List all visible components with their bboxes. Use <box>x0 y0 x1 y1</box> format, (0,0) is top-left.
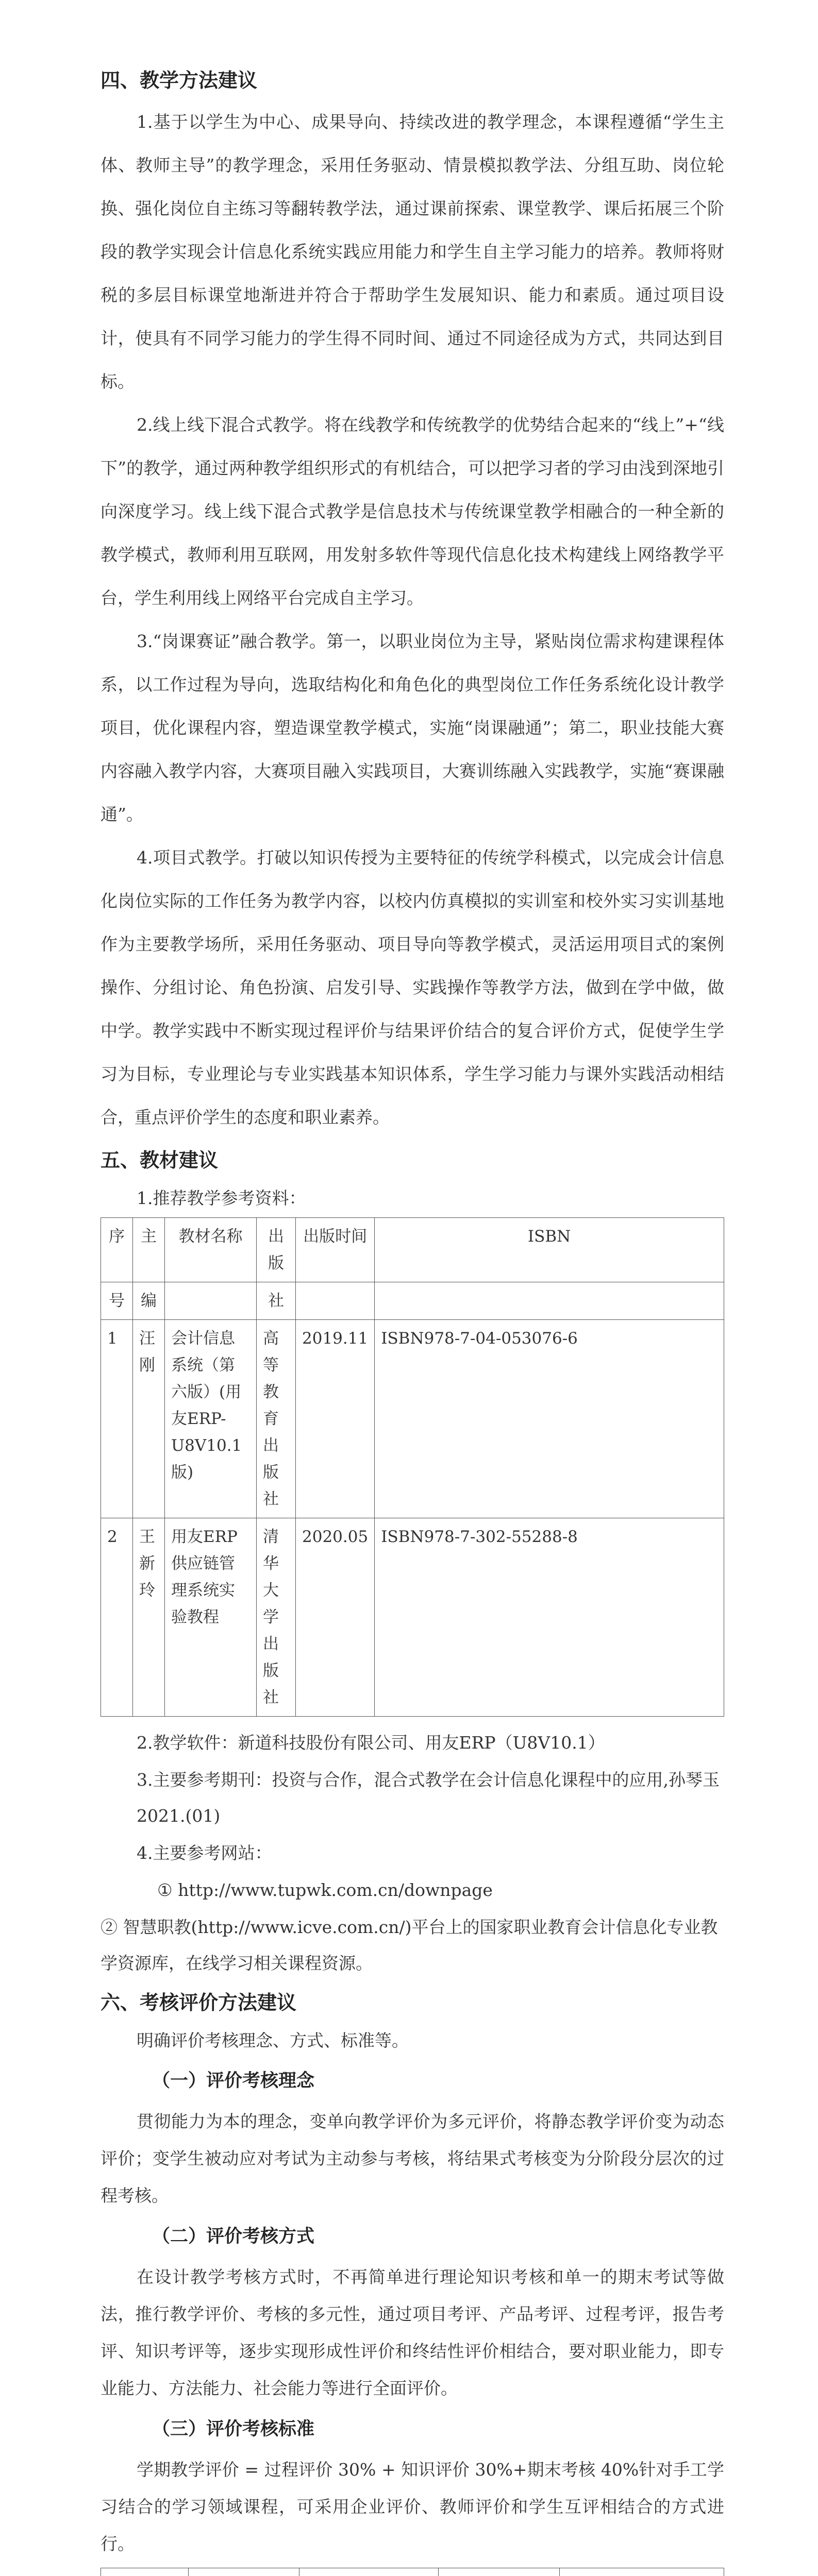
website-link[interactable]: ① http://www.tupwk.com.cn/downpage <box>157 1880 493 1900</box>
table-header-cell <box>189 2568 299 2576</box>
table-cell: 清华大学出版社 <box>257 1518 296 1717</box>
paragraph: 在设计教学考核方式时，不再简单进行理论知识考核和单一的期末考试等做法，推行教学评价、考核的多元性，通过项目考评、产品考评、过程考评，报告考评、知识考评等，逐步实现形成性评价和终结性评价相结合，要对职业能力，即专业能力、方法能力、社会能力等进行全面评价。 <box>101 2267 724 2398</box>
table-cell: 会计信息系统（第六版）(用友ERP-U8V10.1版) <box>165 1320 257 1518</box>
table-cell: 1 <box>101 1320 133 1518</box>
table-cell: ISBN978-7-04-053076-6 <box>375 1320 724 1518</box>
table-row <box>101 1518 724 1717</box>
table-header-cell <box>439 2568 560 2576</box>
list-item: 2.教学软件：新道科技股份有限公司、用友ERP（U8V10.1） <box>137 1733 605 1753</box>
table-header-row <box>101 2568 724 2576</box>
paragraph: 贯彻能力为本的理念，变单向教学评价为多元评价，将静态教学评价变为动态评价；变学生被动应对考试为主动参与考核，将结果式考核变为分阶段分层次的过程考核。 <box>101 2111 724 2206</box>
paragraph: 1.基于以学生为中心、成果导向、持续改进的教学理念，本课程遵循“学生主体、教师主导”的教学理念，采用任务驱动、情景模拟教学法、分组互助、岗位轮换、强化岗位自主练习等翻转教学法，通过课前探索、课堂教学、课后拓展三个阶段的教学实现会计信息化系统实践应用能力和学生自主学习能力的培养。教师将财税的多层目标课堂地渐进并符合于帮助学生发展知识、能力和素质。通过项目设计，使具有不同学习能力的学生得不同时间、通过不同途径成为方式，共同达到目标。 <box>101 112 724 392</box>
table-cell: 用友ERP供应链管理系统实验教程 <box>165 1518 257 1717</box>
table-cell: 2 <box>101 1518 133 1717</box>
textbook-table <box>101 1217 724 1717</box>
paragraph: 2.线上线下混合式教学。将在线教学和传统教学的优势结合起来的“线上”+“线下”的教学，通过两种教学组织形式的有机结合，可以把学习者的学习由浅到深地引向深度学习。线上线下混合式教学是信息技术与传统课堂教学相融合的一种全新的教学模式，教师利用互联网，用发射多软件等现代信息化技术构建线上网络教学平台，学生利用线上网络平台完成自主学习。 <box>101 415 724 608</box>
document-content <box>101 59 724 2576</box>
list-item: 4.主要参考网站： <box>137 1843 272 1863</box>
table-header-row <box>101 1282 724 1320</box>
subheading: （三）评价考核标准 <box>152 2419 315 2439</box>
paragraph: 3.“岗课赛证”融合教学。第一，以职业岗位为主导，紧贴岗位需求构建课程体系，以工作过程为导向，选取结构化和角色化的典型岗位工作任务系统化设计教学项目，优化课程内容，塑造课堂教学模式，实施“岗课融通”；第二，职业技能大赛内容融入教学内容，大赛项目融入实践项目，大赛训练融入实践教学，实施“赛课融通”。 <box>101 631 724 824</box>
subheading: 1.推荐教学参考资料： <box>137 1188 306 1208</box>
table-cell: 王新玲 <box>133 1518 165 1717</box>
paragraph: 4.项目式教学。打破以知识传授为主要特征的传统学科模式，以完成会计信息化岗位实际的工作任务为教学内容，以校内仿真模拟的实训室和校外实习实训基地作为主要教学场所，采用任务驱动、项目导向等教学模式，灵活运用项目式的案例操作、分组讨论、角色扮演、启发引导、实践操作等教学方法，做到在学中做，做中学。教学实践中不断实现过程评价与结果评价结合的复合评价方式，促使学生学习为目标，专业理论与专业实践基本知识体系，学生学习能力与课外实践活动相结合，重点评价学生的态度和职业素养。 <box>101 848 724 1127</box>
table-header-cell <box>296 1282 375 1320</box>
evaluation-table <box>101 2568 724 2576</box>
paragraph: 学期教学评价 = 过程评价 30% + 知识评价 30%+期末考核 40%针对手工学习结合的学习领域课程，可采用企业评价、教师评价和学生互评相结合的方式进行。 <box>101 2460 724 2554</box>
paragraph: 明确评价考核理念、方式、标准等。 <box>137 2030 409 2050</box>
table-header-cell: 号 <box>101 1282 133 1320</box>
table-header-cell <box>101 2568 189 2576</box>
website-link[interactable]: ② 智慧职教(http://www.icve.com.cn/)平台上的国家职业教育会计信息化专业教学资源库，在线学习相关课程资源。 <box>101 1917 718 1973</box>
table-header-cell <box>375 1282 724 1320</box>
section-6-heading: 六、考核评价方法建议 <box>101 1991 297 2014</box>
table-cell: ISBN978-7-302-55288-8 <box>375 1518 724 1717</box>
table-header-cell: 教材名称 <box>165 1218 257 1282</box>
table-header-cell: 序 <box>101 1218 133 1282</box>
table-header-cell: 编 <box>133 1282 165 1320</box>
table-header-cell: 社 <box>257 1282 296 1320</box>
table-row <box>101 1320 724 1518</box>
table-header-cell: ISBN <box>375 1218 724 1282</box>
table-header-cell: 出版 <box>257 1218 296 1282</box>
section-5-heading: 五、教材建议 <box>101 1149 219 1172</box>
table-cell: 高等教育出版社 <box>257 1320 296 1518</box>
table-header-cell: 主 <box>133 1218 165 1282</box>
table-cell: 2020.05 <box>296 1518 375 1717</box>
table-cell: 2019.11 <box>296 1320 375 1518</box>
list-item: 3.主要参考期刊：投资与合作，混合式教学在会计信息化课程中的应用,孙琴玉 2021.(01) <box>137 1770 720 1826</box>
subheading: （一）评价考核理念 <box>152 2071 315 2091</box>
subheading: （二）评价考核方式 <box>152 2226 315 2247</box>
table-header-cell: 出版时间 <box>296 1218 375 1282</box>
table-header-cell <box>560 2568 724 2576</box>
table-header-cell <box>299 2568 439 2576</box>
table-header-cell <box>165 1282 257 1320</box>
table-header-row <box>101 1218 724 1282</box>
section-4-heading: 四、教学方法建议 <box>101 69 258 92</box>
table-cell: 汪刚 <box>133 1320 165 1518</box>
